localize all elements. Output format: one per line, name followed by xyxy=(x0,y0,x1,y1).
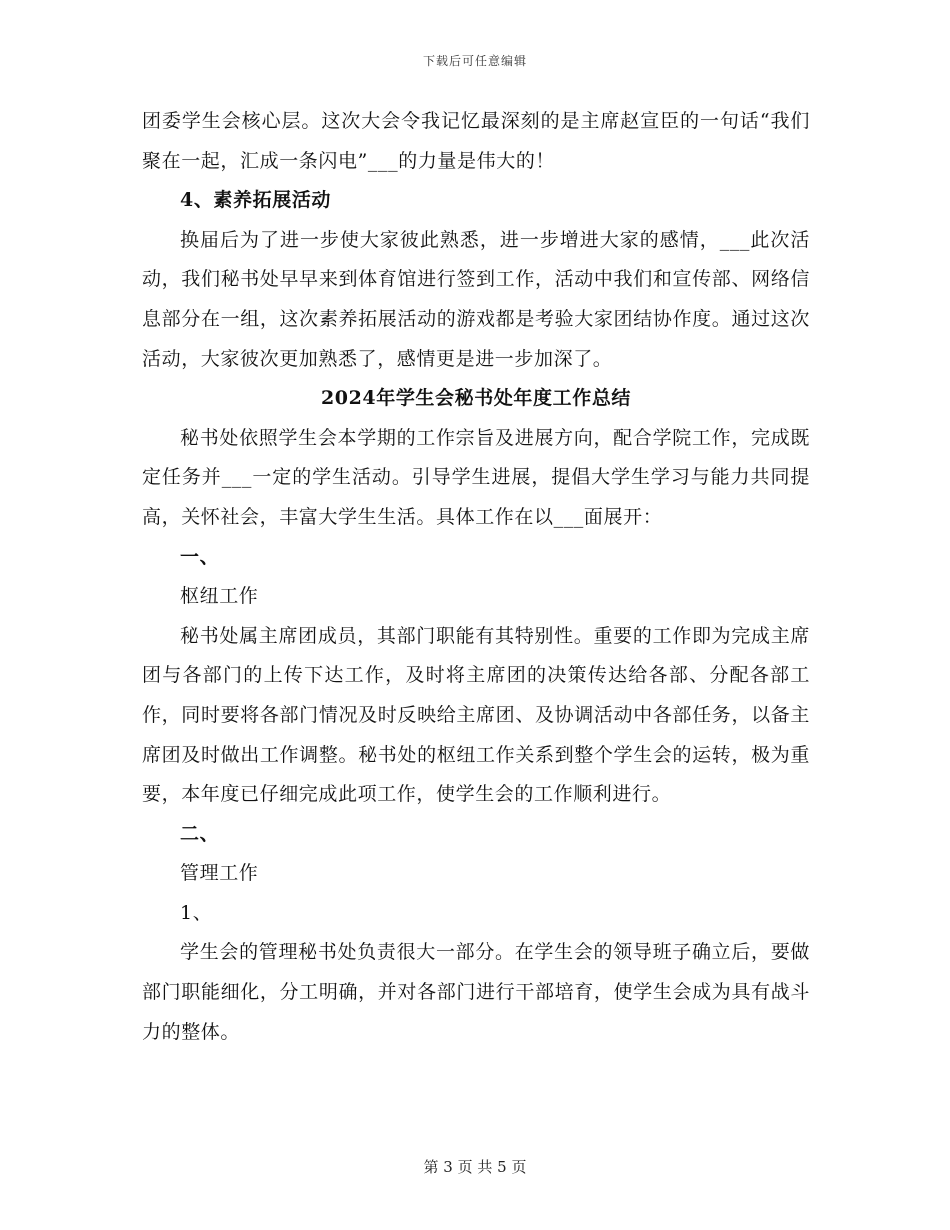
paragraph-continuation: 团委学生会核心层。这次大会令我记忆最深刻的是主席赵宣臣的一句话“我们聚在一起，汇成一条闪电”___的力量是伟大的！ xyxy=(142,110,810,172)
paragraph-management: 学生会的管理秘书处负责很大一部分。在学生会的领导班子确立后，要做部门职能细化，分工明确，并对各部门进行干部培育，使学生会成为具有战斗力的整体。 xyxy=(142,941,810,1043)
section-title-1: 枢纽工作 xyxy=(180,585,259,608)
page-number: 第 3 页 共 5 页 xyxy=(423,1158,527,1176)
section-title-2: 管理工作 xyxy=(180,862,259,885)
section-number-2: 二、 xyxy=(180,822,220,845)
section-number-1: 一、 xyxy=(180,545,220,568)
document-title: 2024年学生会秘书处年度工作总结 xyxy=(320,387,632,410)
subsection-number-1: 1、 xyxy=(180,901,213,924)
document-body xyxy=(142,102,810,1052)
paragraph-activity: 换届后为了进一步使大家彼此熟悉，进一步增进大家的感情，___此次活动，我们秘书处早早来到体育馆进行签到工作，活动中我们和宣传部、网络信息部分在一组，这次素养拓展活动的游戏都是考验大家团结协作度。通过这次活动，大家彼次更加熟悉了，感情更是进一步加深了。 xyxy=(142,228,810,370)
section-heading-activity: 4、素养拓展活动 xyxy=(180,189,332,212)
paragraph-hub-work: 秘书处属主席团成员，其部门职能有其特别性。重要的工作即为完成主席团与各部门的上传下达工作，及时将主席团的决策传达给各部、分配各部工作，同时要将各部门情况及时反映给主席团、及协调活动中各部任务，以备主席团及时做出工作调整。秘书处的枢纽工作关系到整个学生会的运转，极为重要，本年度已仔细完成此项工作，使学生会的工作顺利进行。 xyxy=(142,624,810,806)
header-note: 下载后可任意编辑 xyxy=(422,54,527,68)
paragraph-intro: 秘书处依照学生会本学期的工作宗旨及进展方向，配合学院工作，完成既定任务并___一定的学生活动。引导学生进展，提倡大学生学习与能力共同提高，关怀社会，丰富大学生生活。具体工作在以___面展开： xyxy=(142,426,810,528)
